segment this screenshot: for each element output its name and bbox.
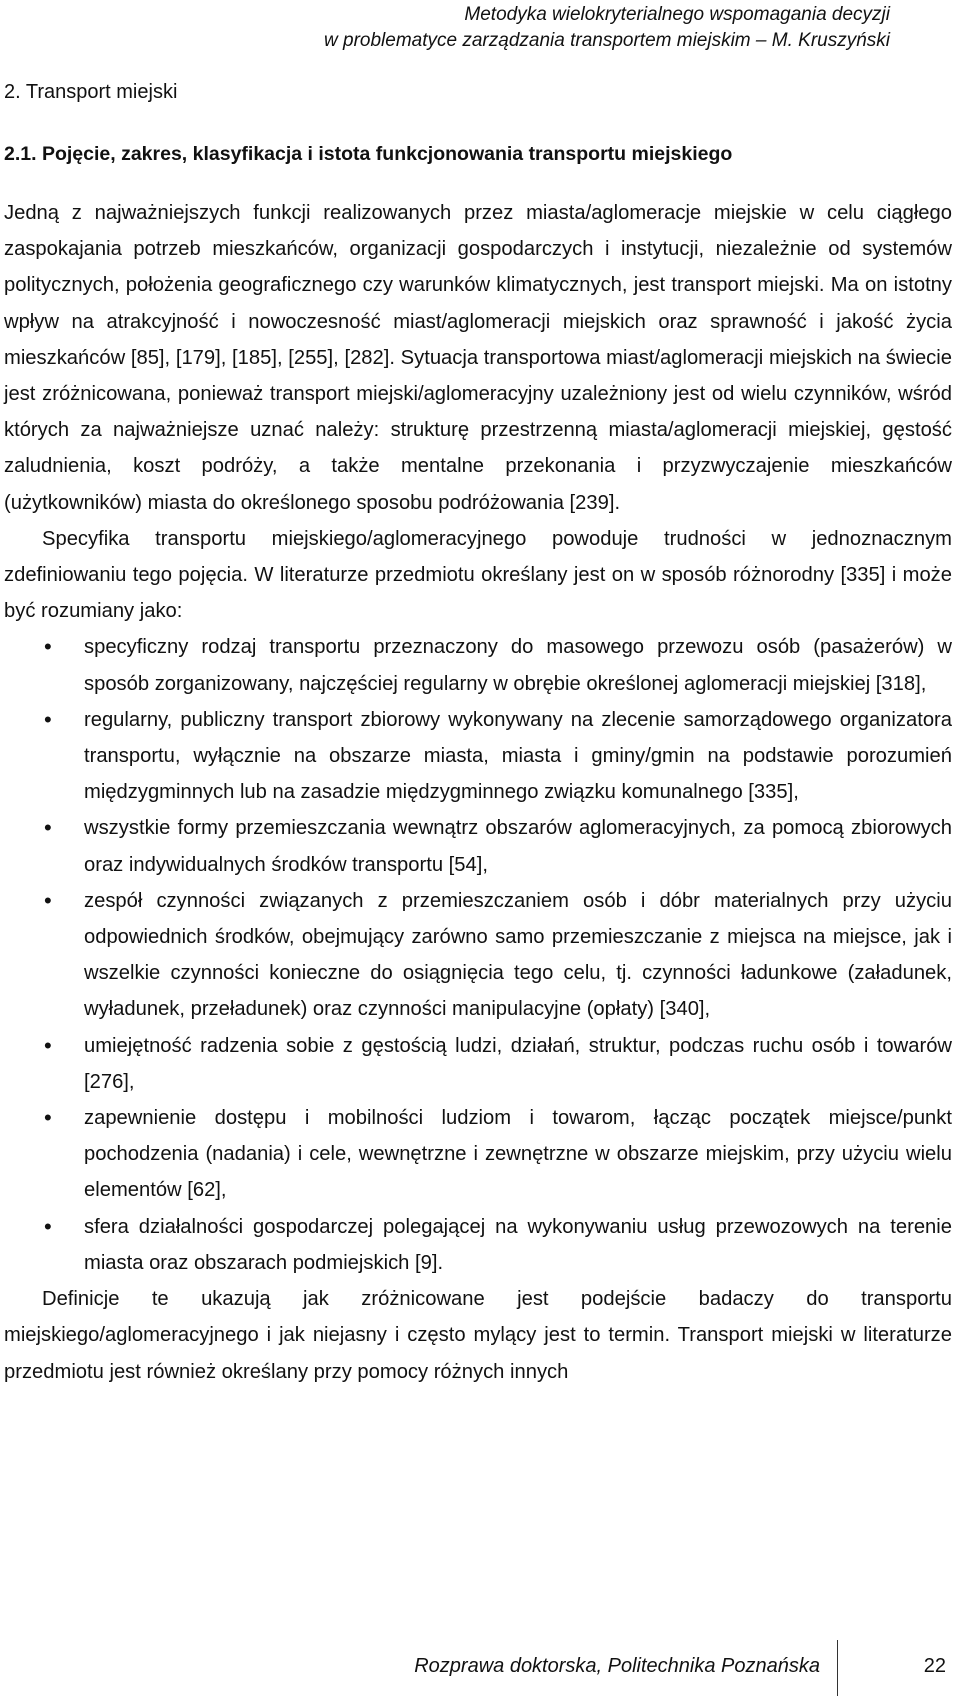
list-item-text: umiejętność radzenia sobie z gęstością ludzi, działań, struktur, podczas ruchu osób i towarów [276], — [84, 1034, 952, 1093]
running-header-line-1: Metodyka wielokryterialnego wspomagania decyzji — [464, 4, 890, 25]
list-item — [4, 702, 952, 811]
list-item — [4, 810, 952, 882]
list-item-text: zapewnienie dostępu i mobilności ludziom i towarom, łącząc początek miejsce/punkt pochodzenia (nadania) i cele, wewnętrzne i zewnętrzne w obszarze miejskim, przy użyciu wielu elementów [62], — [84, 1107, 952, 1202]
page-number: 22 — [923, 1655, 946, 1677]
bullet-icon: • — [44, 634, 52, 660]
list-item — [4, 883, 952, 1028]
list-item — [4, 1209, 952, 1281]
footer-text: Rozprawa doktorska, Politechnika Poznańska — [414, 1655, 820, 1677]
bullet-icon: • — [44, 887, 52, 913]
list-item-text: sfera działalności gospodarczej polegającej na wykonywaniu usług przewozowych na terenie miasta oraz obszarach podmiejskich [9]. — [84, 1215, 952, 1274]
list-item-text: wszystkie formy przemieszczania wewnątrz obszarów aglomeracyjnych, za pomocą zbiorowych oraz indywidualnych środków transportu [54], — [84, 817, 952, 876]
bullet-icon: • — [44, 1213, 52, 1239]
bullet-icon: • — [44, 1032, 52, 1058]
section-title: 2.1. Pojęcie, zakres, klasyfikacja i istota funkcjonowania transportu miejskiego — [4, 143, 733, 165]
list-item — [4, 1100, 952, 1209]
paragraph-2: Specyfika transportu miejskiego/aglomeracyjnego powoduje trudności w jednoznacznym zdefiniowaniu tego pojęcia. W literaturze przedmiotu określany jest on w sposób różnorodny [335] i może być rozumiany jako: — [4, 527, 952, 623]
bullet-icon: • — [44, 815, 52, 841]
list-item-text: specyficzny rodzaj transportu przeznaczony do masowego przewozu osób (pasażerów) w sposób zorganizowany, najczęściej regularny w obrębie określonej aglomeracji miejskiej [318], — [84, 636, 952, 695]
page-footer — [0, 1640, 960, 1690]
running-header — [290, 2, 890, 54]
chapter-title: 2. Transport miejski — [4, 81, 178, 103]
definition-list — [4, 629, 952, 1281]
list-item-text: zespół czynności związanych z przemieszczaniem osób i dóbr materialnych przy użyciu odpowiednich środków, obejmujący zarówno samo przemieszczanie z miejsca na miejsce, jak i wszelkie czynności konieczne do osiągnięcia tego celu, tj. czynności ładunkowe (załadunek, wyładunek, przeładunek) oraz czynności manipulacyjne (opłaty) [340], — [84, 889, 952, 1021]
footer-divider — [837, 1640, 838, 1696]
paragraph-3: Definicje te ukazują jak zróżnicowane jest podejście badaczy do transportu miejskiego/aglomeracyjnego i jak niejasny i często mylący jest to termin. Transport miejski w literaturze przedmiotu jest również określany przy pomocy różnych innych — [4, 1288, 952, 1383]
list-item — [4, 629, 952, 701]
running-header-line-2: w problematyce zarządzania transportem miejskim – M. Kruszyński — [324, 30, 890, 51]
list-item — [4, 1028, 952, 1100]
bullet-icon: • — [44, 1105, 52, 1131]
list-item-text: regularny, publiczny transport zbiorowy wykonywany na zlecenie samorządowego organizatora transportu, wyłącznie na obszarze miasta, miasta i gminy/gmin na podstawie porozumień międzygminnych lub na zasadzie międzygminnego związku komunalnego [335], — [84, 708, 952, 804]
paragraph-1: Jedną z najważniejszych funkcji realizowanych przez miasta/aglomeracje miejskie w celu ciągłego zaspokajania potrzeb mieszkańców, organizacji gospodarczych i instytucji, niezależnie od systemów politycznych, położenia geograficznego czy warunków klimatycznych, jest transport miejski. Ma on istotny wpływ na atrakcyjność i nowoczesność miast/aglomeracji miejskich oraz sprawność i jakość życia mieszkańców [85], [179], [185], [255], [282]. Sytuacja transportowa miast/aglomeracji miejskich na świecie jest zróżnicowana, ponieważ transport miejski/aglomeracyjny uzależniony jest od wielu czynników, wśród których za najważniejsze uznać należy: strukturę przestrzenną miasta/aglomeracji miejskiej, gęstość zaludnienia, koszt podróży, a także mentalne przekonania i przyzwyczajenie mieszkańców (użytkowników) miasta do określonego sposobu podróżowania [239]. — [4, 202, 952, 514]
body-text — [4, 195, 952, 1390]
bullet-icon: • — [44, 706, 52, 732]
